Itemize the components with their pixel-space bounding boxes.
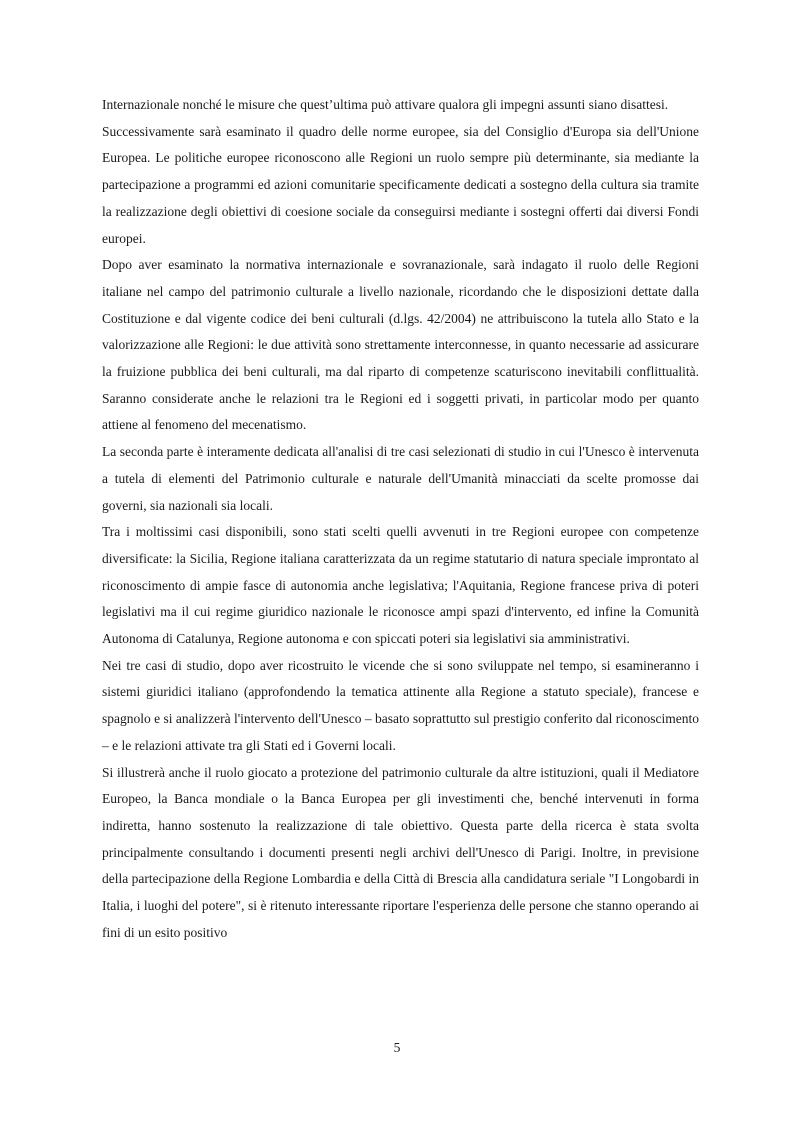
- paragraph: Nei tre casi di studio, dopo aver ricostruito le vicende che si sono sviluppate nel tempo, si esamineranno i sistemi giuridici italiano (approfondendo la tematica attinente alla Regione a statuto speciale), francese e spagnolo e si analizzerà l'intervento dell'Unesco – basato soprattutto sul prestigio conferito dal riconoscimento – e le relazioni attivate tra gli Stati ed i Governi locali.: [102, 657, 699, 753]
- document-body: [102, 92, 699, 947]
- paragraph: Internazionale nonché le misure che quest’ultima può attivare qualora gli impegni assunti siano disattesi.: [102, 97, 669, 112]
- paragraph: Tra i moltissimi casi disponibili, sono stati scelti quelli avvenuti in tre Regioni europee con competenze diversificate: la Sicilia, Regione italiana caratterizzata da un regime statutario di natura speciale improntato al riconoscimento di ampie fasce di autonomia anche legislativa; l'Aquitania, Regione francese priva di poteri legislativi ma il cui regime giuridico nazionale le riconosce ampi spazi d'intervento, ed infine la Comunità Autonoma di Catalunya, Regione autonoma e con spiccati poteri sia legislativi sia amministrativi.: [102, 524, 699, 647]
- paragraph: Si illustrerà anche il ruolo giocato a protezione del patrimonio culturale da altre istituzioni, quali il Mediatore Europeo, la Banca mondiale o la Banca Europea per gli investimenti che, benché intervenuti in forma indiretta, hanno sostenuto la realizzazione di tale obiettivo. Questa parte della ricerca è stata svolta principalmente consultando i documenti presenti negli archivi dell'Unesco di Parigi. Inoltre, in previsione della partecipazione della Regione Lombardia e della Città di Brescia alla candidatura seriale "I Longobardi in Italia, i luoghi del potere", si è ritenuto interessante riportare l'esperienza delle persone che stanno operando ai fini di un esito positivo: [102, 764, 699, 940]
- page-number: 5: [393, 1040, 401, 1055]
- paragraph: Successivamente sarà esaminato il quadro delle norme europee, sia del Consiglio d'Europa sia dell'Unione Europea. Le politiche europee riconoscono alle Regioni un ruolo sempre più determinante, sia mediante la partecipazione a programmi ed azioni comunitarie specificamente dedicati a sostegno della cultura sia tramite la realizzazione degli obiettivi di coesione sociale da conseguirsi mediante i sostegni offerti dai diversi Fondi europei.: [102, 123, 699, 246]
- paragraph: La seconda parte è interamente dedicata all'analisi di tre casi selezionati di studio in cui l'Unesco è intervenuta a tutela di elementi del Patrimonio culturale e naturale dell'Umanità minacciati da scelte promosse dai governi, sia nazionali sia locali.: [102, 444, 699, 513]
- paragraph: Dopo aver esaminato la normativa internazionale e sovranazionale, sarà indagato il ruolo delle Regioni italiane nel campo del patrimonio culturale a livello nazionale, ricordando che le disposizioni dettate dalla Costituzione e dal vigente codice dei beni culturali (d.lgs. 42/2004) ne attribuiscono la tutela allo Stato e la valorizzazione alle Regioni: le due attività sono strettamente interconnesse, in quanto necessarie ad assicurare la fruizione pubblica dei beni culturali, ma dal riparto di competenze scaturiscono inevitabili conflittualità. Saranno considerate anche le relazioni tra le Regioni ed i soggetti privati, in particolar modo per quanto attiene al fenomeno del mecenatismo.: [102, 257, 699, 433]
